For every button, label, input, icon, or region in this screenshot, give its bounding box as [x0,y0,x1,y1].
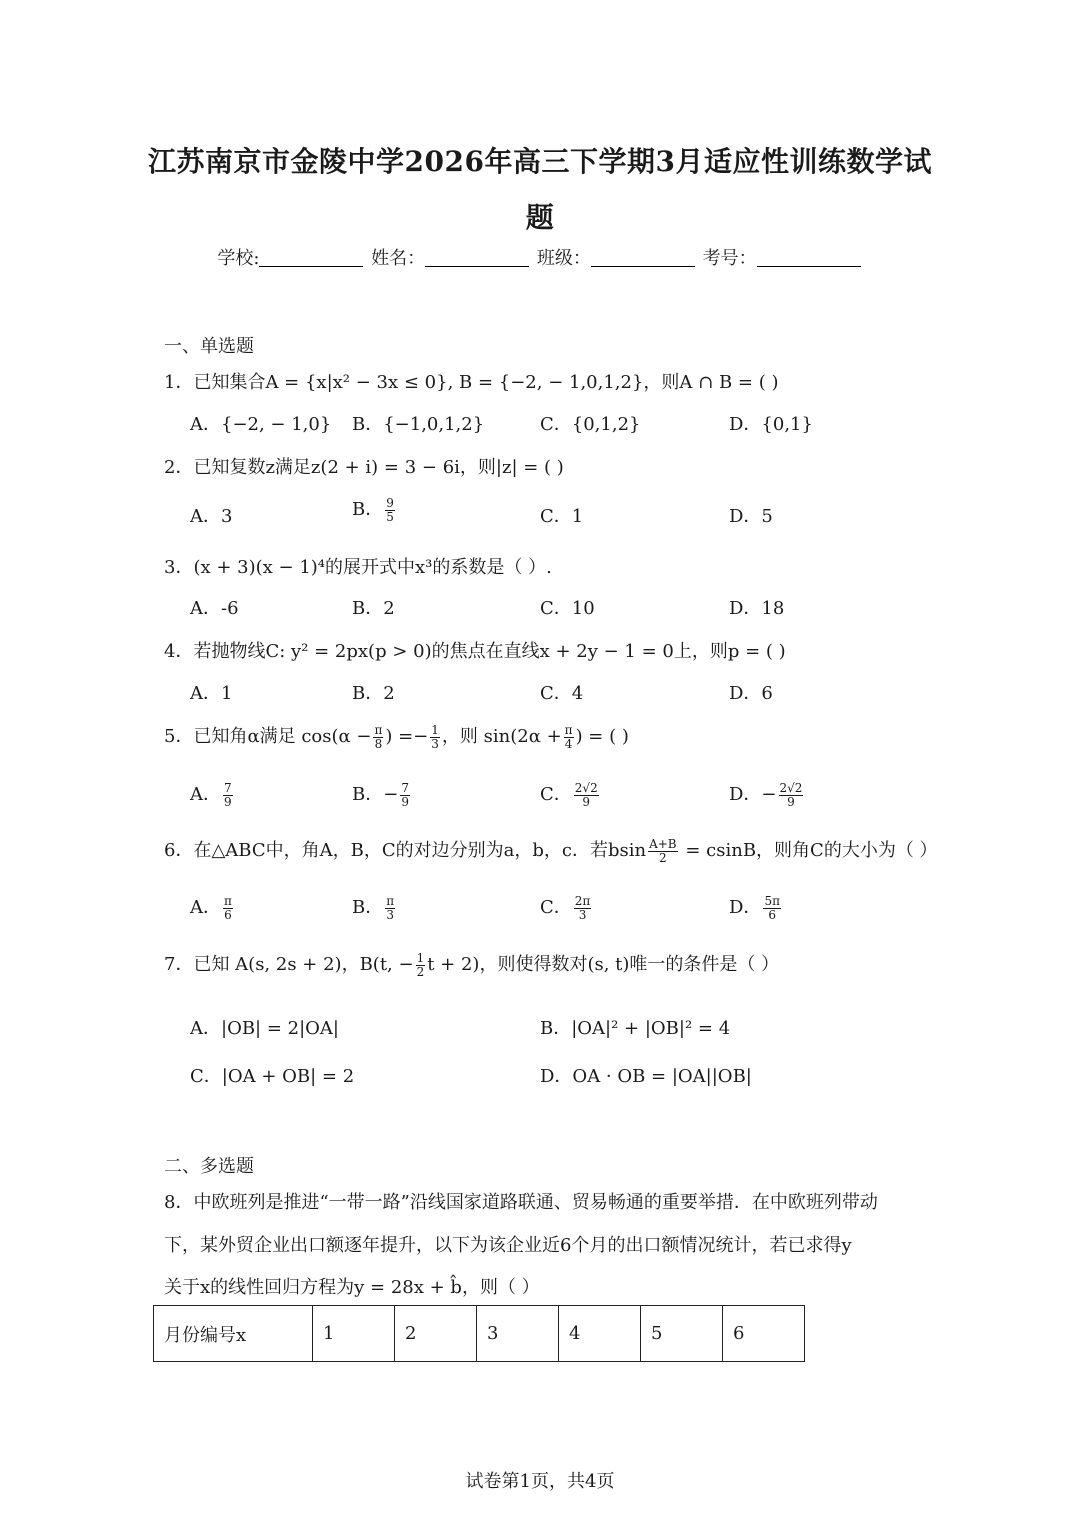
page-title-line1: 江苏南京市金陵中学2026年高三下学期3月适应性训练数学试 [148,145,932,178]
page-title-line2: 题 [525,201,555,234]
fraction: $\frac{1}{3}$ [431,722,439,751]
data-table [153,1305,805,1362]
question-8-line2: 下，某外贸企业出口额逐年提升，以下为该企业近6个月的出口额情况统计，若已求得y [164,1235,852,1256]
name-label: 姓名： [371,248,426,269]
question-5-option-b: B．− $\frac{7}{9}$ [352,780,409,809]
question-8-line3: 关于x的线性回归方程为y = 28x + b̂，则（ ） [164,1277,540,1298]
fraction: $\frac{\pi}{4}$ [564,722,573,751]
table-cell: 2 [395,1306,477,1362]
table-cell: 5 [641,1306,723,1362]
table-cell: 1 [313,1306,395,1362]
student-info-row [0,244,1080,270]
question-4-option-a: A．1 [190,683,233,704]
fraction: $\frac{2√2}{9}$ [574,780,598,809]
school-label: 学校: [217,248,260,269]
question-2-option-a: A．3 [190,506,233,527]
fraction: $\frac{5\pi}{6}$ [764,893,780,922]
question-6-option-a: A． $\frac{\pi}{6}$ [190,893,232,922]
question-7-option-a: A．|OB| = 2|OA| [190,1018,339,1039]
question-4-stem: 4．若抛物线C: y² = 2px(p > 0)的焦点在直线x + 2y − 1 = 0上，则p = ( ) [164,641,786,662]
question-5-option-a: A． $\frac{7}{9}$ [190,780,232,809]
section-heading-multi: 二、多选题 [164,1156,254,1177]
fraction: $\frac{7}{9}$ [224,780,232,809]
table-cell: 4 [559,1306,641,1362]
table-header-cell: 月份编号x [154,1306,313,1362]
fraction: $\frac{\pi}{3}$ [386,893,395,922]
class-label: 班级： [536,248,591,269]
question-1-option-d: D．{0,1} [729,414,813,435]
fraction: $\frac{2\pi}{3}$ [574,893,591,922]
question-6-option-d: D． $\frac{5\pi}{6}$ [729,893,780,922]
question-4-option-d: D．6 [729,683,773,704]
id-label: 考号： [702,248,757,269]
question-3-option-c: C．10 [540,598,595,619]
id-field[interactable] [757,246,861,267]
fraction: $\frac{1}{2}$ [416,950,425,979]
question-1-option-c: C．{0,1,2} [540,414,641,435]
question-6-option-c: C． $\frac{2\pi}{3}$ [540,893,591,922]
question-1-option-a: A．{−2, − 1,0} [190,414,332,435]
fraction: $\frac{\pi}{6}$ [224,893,232,922]
question-2-stem: 2．已知复数z满足z(2 + i) = 3 − 6i，则|z| = ( ) [164,457,564,478]
question-7-stem: 7．已知 A(s, 2s + 2)，B(t, − $\frac{1}{2}$ t + 2)，则使得数对(s, t)唯一的条件是（ ） [164,950,780,979]
fraction: $\frac{\pi}{8}$ [374,722,383,751]
question-4-option-c: C．4 [540,683,584,704]
fraction: $\frac{2√2}{9}$ [779,780,803,809]
fraction: $\frac{7}{9}$ [401,780,409,809]
question-8-line1: 8．中欧班列是推进“一带一路”沿线国家道路联通、贸易畅通的重要举措．在中欧班列带动 [164,1192,878,1213]
question-7-option-d: D．OA · OB = |OA||OB| [540,1066,752,1087]
question-1-stem: 1．已知集合A = {x|x² − 3x ≤ 0}, B = {−2, − 1,0,1,2}，则A ∩ B = ( ) [164,372,779,393]
school-field[interactable] [259,246,363,267]
table-cell: 6 [723,1306,805,1362]
question-2-option-b: B． $\frac{9}{5}$ [352,495,394,524]
table-row [154,1306,805,1362]
question-5-option-d: D．− $\frac{2√2}{9}$ [729,780,803,809]
name-field[interactable] [425,246,529,267]
question-5-option-c: C． $\frac{2√2}{9}$ [540,780,598,809]
fraction: $\frac{A+B}{2}$ [649,836,677,865]
question-7-option-c: C．|OA + OB| = 2 [190,1066,355,1087]
fraction: $\frac{9}{5}$ [386,495,394,524]
question-2-option-c: C．1 [540,506,584,527]
page-footer: 试卷第1页，共4页 [465,1471,615,1492]
question-2-option-d: D．5 [729,506,773,527]
question-6-option-b: B． $\frac{\pi}{3}$ [352,893,395,922]
question-3-stem: 3．(x + 3)(x − 1)⁴的展开式中x³的系数是（ ）. [164,557,552,578]
question-7-option-b: B．|OA|² + |OB|² = 4 [540,1018,731,1039]
question-6-stem: 6．在△ABC中，角A，B，C的对边分别为a，b，c．若bsin $\frac{A+B}{2}$ = csinB，则角C的大小为（ ） [164,836,938,865]
question-4-option-b: B．2 [352,683,395,704]
table-cell: 3 [477,1306,559,1362]
question-3-option-d: D．18 [729,598,785,619]
class-field[interactable] [591,246,695,267]
question-3-option-b: B．2 [352,598,395,619]
question-5-stem: 5．已知角α满足 cos(α − $\frac{\pi}{8}$ ) =− $\frac{1}{3}$ ，则 sin(2α + $\frac{\pi}{4}$ ) = ( ) [164,722,629,751]
section-heading-single: 一、单选题 [164,336,254,357]
question-3-option-a: A．-6 [190,598,239,619]
question-1-option-b: B．{−1,0,1,2} [352,414,485,435]
